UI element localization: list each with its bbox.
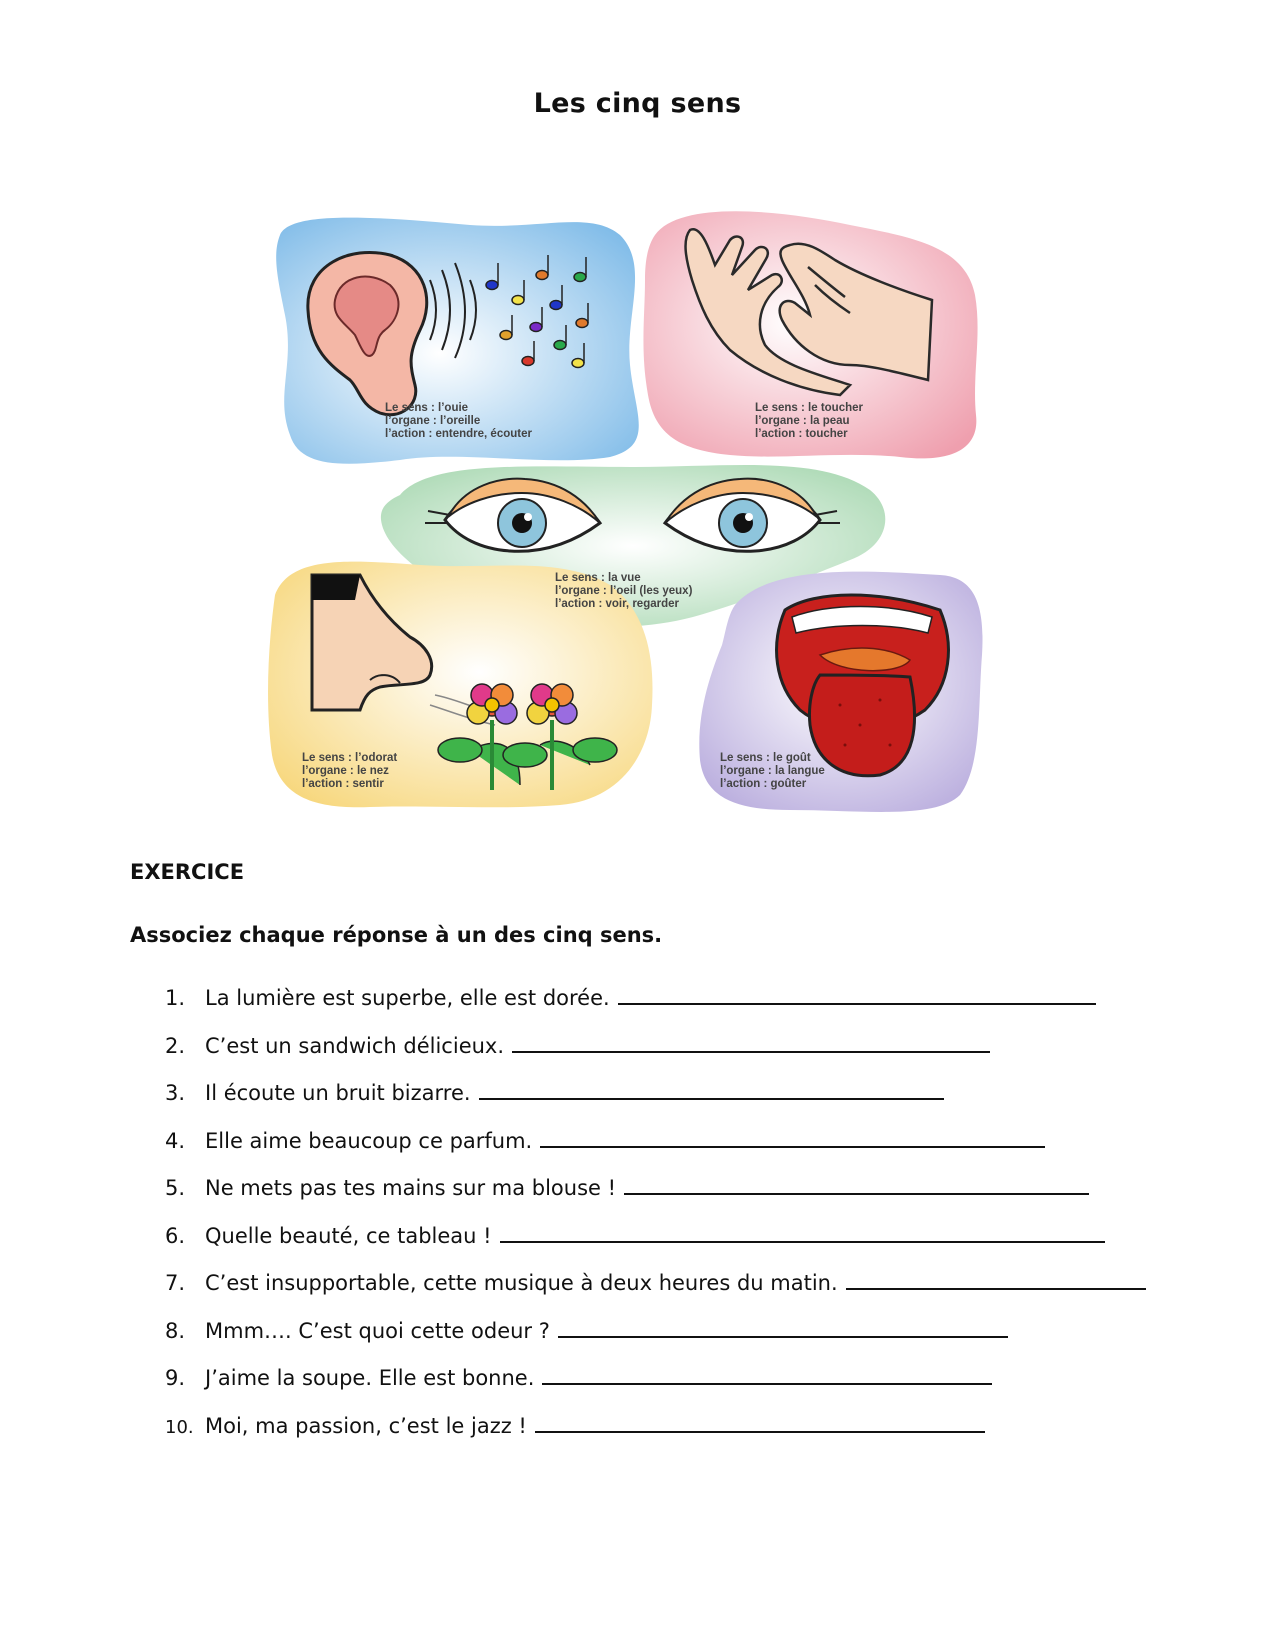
exercise-item — [165, 1318, 1146, 1366]
caption-line: Le sens : le toucher — [755, 402, 864, 414]
exercise-item — [165, 1175, 1146, 1223]
answer-blank[interactable] — [618, 985, 1096, 1005]
item-text: Elle aime beaucoup ce parfum. — [205, 1128, 533, 1153]
answer-blank[interactable] — [540, 1128, 1045, 1148]
caption-line: l’action : sentir — [302, 778, 384, 790]
item-text: La lumière est superbe, elle est dorée. — [205, 986, 610, 1010]
exercise-item — [165, 1080, 1146, 1128]
hearing-caption — [385, 402, 532, 441]
five-senses-svg — [260, 205, 1010, 845]
smell-caption — [302, 752, 397, 791]
item-text: J’aime la soupe. Elle est bonne. — [205, 1366, 535, 1390]
caption-line: Le sens : le goût — [720, 752, 811, 764]
exercise-heading: EXERCICE — [130, 860, 245, 884]
item-text: Mmm…. C’est quoi cette odeur ? — [205, 1318, 550, 1343]
exercise-item — [165, 1270, 1146, 1318]
answer-blank[interactable] — [624, 1175, 1089, 1195]
exercise-item — [165, 985, 1146, 1033]
page-title: Les cinq sens — [533, 88, 742, 119]
answer-blank[interactable] — [558, 1318, 1008, 1338]
caption-line: Le sens : l’odorat — [302, 752, 398, 764]
answer-blank[interactable] — [500, 1223, 1105, 1243]
exercise-list — [165, 985, 1146, 1460]
answer-blank[interactable] — [479, 1080, 944, 1100]
exercise-item — [165, 1223, 1146, 1271]
item-text: C’est un sandwich délicieux. — [205, 1033, 505, 1058]
item-number: 3. — [165, 1081, 186, 1105]
caption-line: l’action : toucher — [755, 428, 848, 440]
caption-line: l’organe : la peau — [755, 415, 850, 427]
exercise-item — [165, 1033, 1146, 1081]
exercise-item — [165, 1128, 1146, 1176]
answer-blank[interactable] — [846, 1270, 1146, 1290]
answer-blank[interactable] — [535, 1413, 985, 1433]
exercise-instruction: Associez chaque réponse à un des cinq sens. — [130, 923, 663, 947]
item-text: C’est insupportable, cette musique à deux heures du matin. — [205, 1271, 838, 1295]
item-text: Moi, ma passion, c’est le jazz ! — [205, 1413, 527, 1438]
item-number: 6. — [165, 1223, 186, 1248]
caption-line: l’organe : la langue — [720, 765, 825, 777]
touch-caption — [755, 402, 863, 441]
taste-caption — [720, 752, 825, 791]
item-number: 2. — [165, 1033, 186, 1058]
caption-line: l’action : voir, regarder — [555, 598, 679, 610]
caption-line: Le sens : la vue — [555, 572, 641, 584]
item-number: 9. — [165, 1366, 186, 1390]
item-text: Quelle beauté, ce tableau ! — [205, 1223, 492, 1248]
five-senses-illustration — [260, 205, 1010, 845]
item-number: 1. — [165, 986, 186, 1010]
exercise-item — [165, 1413, 1146, 1461]
exercise-item — [165, 1365, 1146, 1413]
item-number: 10. — [165, 1416, 194, 1438]
caption-line: l’organe : l’oeil (les yeux) — [555, 585, 693, 597]
caption-line: l’action : goûter — [720, 778, 807, 790]
item-number: 4. — [165, 1128, 186, 1153]
caption-line: l’action : entendre, écouter — [385, 428, 532, 440]
item-number: 5. — [165, 1176, 186, 1200]
item-text: Il écoute un bruit bizarre. — [205, 1081, 471, 1105]
caption-line: l’organe : l’oreille — [385, 415, 481, 427]
sight-caption — [555, 572, 692, 611]
item-text: Ne mets pas tes mains sur ma blouse ! — [205, 1176, 617, 1200]
caption-line: l’organe : le nez — [302, 765, 389, 777]
item-number: 7. — [165, 1271, 186, 1295]
answer-blank[interactable] — [542, 1365, 992, 1385]
answer-blank[interactable] — [512, 1033, 990, 1053]
caption-line: Le sens : l’ouie — [385, 402, 469, 414]
item-number: 8. — [165, 1318, 186, 1343]
